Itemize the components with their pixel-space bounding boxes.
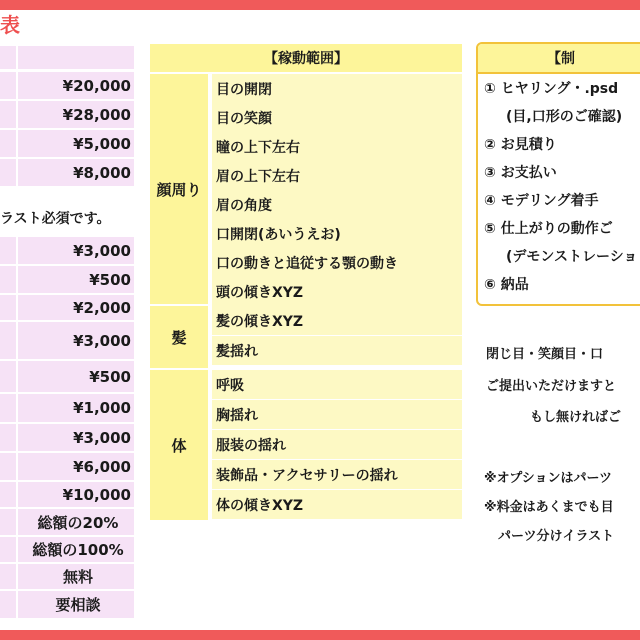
price-value: ¥3,000 (18, 322, 134, 360)
production-flow-box (476, 42, 640, 306)
price-value: 総額の100% (18, 537, 134, 563)
flow-step-text: (目,口形のご確認) (506, 109, 623, 125)
flow-header: 【制 (478, 44, 640, 74)
flow-step-1 (484, 78, 618, 98)
price-row-stub (0, 537, 16, 563)
flow-step-text: モデリング着手 (500, 193, 599, 209)
range-item: 眉の角度 (212, 190, 462, 219)
range-item: 目の笑顔 (212, 103, 462, 132)
flow-step-number: ⑤ (484, 221, 496, 237)
flow-step-5-sub (506, 246, 637, 266)
price-row (0, 509, 134, 536)
price-value: 総額の20% (18, 509, 134, 536)
price-row-stub (0, 101, 16, 129)
price-value: ¥10,000 (18, 482, 134, 508)
range-item: 装飾品・アクセサリーの揺れ (212, 460, 462, 489)
price-row (0, 424, 134, 452)
price-row (0, 101, 134, 129)
range-item: 服装の揺れ (212, 430, 462, 459)
flow-step-1-sub (506, 106, 622, 126)
price-row (0, 322, 134, 360)
flow-step-text: 仕上がりの動作ご (500, 221, 613, 237)
range-item: 眉の上下左右 (212, 161, 462, 190)
price-row (0, 159, 134, 187)
flow-step-4 (484, 190, 598, 210)
price-row-stub (0, 46, 16, 70)
price-row-stub (0, 591, 16, 619)
price-row (0, 482, 134, 508)
flow-step-text: ヒヤリング・.psd (500, 81, 619, 97)
flow-step-text: お見積り (500, 137, 557, 153)
price-row (0, 591, 134, 619)
range-group-body: 体 (150, 370, 208, 520)
price-row-stub (0, 453, 16, 481)
note-line: 閉じ目・笑顔目・口 (486, 347, 604, 362)
price-value: ¥8,000 (18, 159, 134, 187)
price-row (0, 361, 134, 393)
price-row-stub (0, 361, 16, 393)
flow-step-2 (484, 134, 557, 154)
price-value: ¥5,000 (18, 130, 134, 158)
price-value: 無料 (18, 564, 134, 590)
price-row-stub (0, 159, 16, 187)
flow-step-number: ④ (484, 193, 496, 209)
range-item: 髪揺れ (212, 336, 462, 365)
flow-step-number: ③ (484, 165, 496, 181)
top-accent-bar (0, 0, 640, 10)
flow-step-text: (デモンストレーショ (506, 249, 638, 265)
page-title: 表 (0, 13, 20, 37)
range-group-face: 顔周り (150, 74, 208, 304)
price-cell-blank (18, 46, 134, 70)
range-item: 胸揺れ (212, 400, 462, 429)
price-row (0, 130, 134, 158)
price-row-blank (0, 46, 134, 70)
price-row-stub (0, 424, 16, 452)
price-row-stub (0, 295, 16, 321)
note-line: パーツ分けイラスト (498, 529, 615, 544)
flow-step-3 (484, 162, 557, 182)
price-value: ¥3,000 (18, 237, 134, 265)
price-row (0, 537, 134, 563)
price-value: ¥6,000 (18, 453, 134, 481)
price-value: ¥1,000 (18, 394, 134, 423)
price-row-stub (0, 130, 16, 158)
price-row-stub (0, 482, 16, 508)
price-value: ¥2,000 (18, 295, 134, 321)
range-item: 体の傾きXYZ (212, 490, 462, 519)
price-row-stub (0, 564, 16, 590)
range-item: 瞳の上下左右 (212, 132, 462, 161)
price-row (0, 237, 134, 265)
price-row-stub (0, 237, 16, 265)
price-row (0, 564, 134, 590)
price-row-stub (0, 509, 16, 536)
price-row-stub (0, 322, 16, 360)
note-line: もし無ければご (530, 410, 622, 425)
flow-step-number: ② (484, 137, 496, 153)
price-row-stub (0, 394, 16, 423)
range-item: 目の開閉 (212, 74, 462, 103)
flow-step-5 (484, 218, 613, 238)
price-value: ¥28,000 (18, 101, 134, 129)
price-row (0, 295, 134, 321)
price-note: ラスト必須です。 (0, 211, 111, 227)
flow-step-text: お支払い (500, 165, 557, 181)
note-line: ※料金はあくまでも目 (484, 500, 614, 515)
price-value: ¥500 (18, 361, 134, 393)
flow-step-text: 納品 (500, 277, 529, 293)
flow-step-number: ⑥ (484, 277, 496, 293)
price-value: ¥500 (18, 266, 134, 294)
range-item: 髪の傾きXYZ (212, 306, 462, 335)
range-item: 口の動きと追従する顎の動き (212, 248, 462, 277)
note-line: ご提出いただけますと (486, 379, 617, 394)
price-value: ¥3,000 (18, 424, 134, 452)
price-value: ¥20,000 (18, 72, 134, 100)
range-item: 頭の傾きXYZ (212, 277, 462, 306)
price-value: 要相談 (18, 591, 134, 619)
price-row (0, 72, 134, 100)
price-row-stub (0, 72, 16, 100)
range-item: 口開閉(あいうえお) (212, 219, 462, 248)
bottom-accent-bar (0, 630, 640, 640)
flow-step-6 (484, 274, 529, 294)
price-row-stub (0, 266, 16, 294)
range-item: 呼吸 (212, 370, 462, 399)
flow-step-number: ① (484, 81, 496, 97)
price-row (0, 394, 134, 423)
range-group-hair: 髪 (150, 306, 208, 368)
price-row (0, 453, 134, 481)
range-header: 【稼動範囲】 (150, 44, 462, 72)
note-line: ※オプションはパーツ (484, 471, 612, 486)
price-row (0, 266, 134, 294)
